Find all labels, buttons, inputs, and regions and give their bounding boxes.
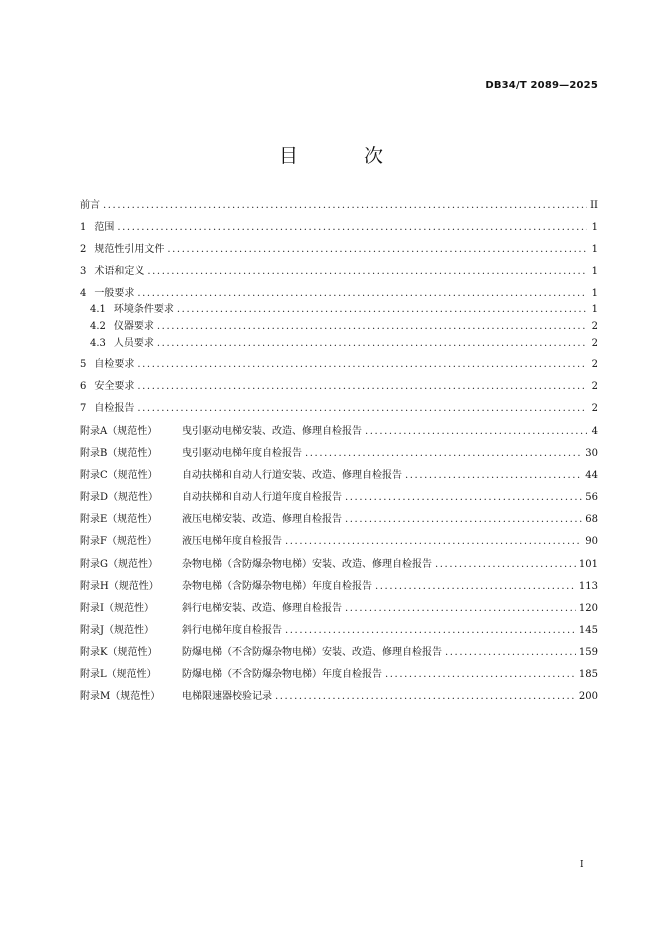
toc-entry-appendix: 附录H（规范性）	[80, 581, 159, 592]
dot-leader	[345, 514, 582, 526]
toc-entry-label	[80, 288, 134, 300]
toc-entry-label	[80, 625, 282, 637]
toc-entry-label	[80, 603, 342, 615]
toc-entry-title: 人员要求	[113, 338, 154, 349]
toc-entry-title: 安全要求	[94, 381, 135, 392]
toc-entry-page: 56	[585, 492, 598, 503]
toc-entry-appendix: 附录I（规范性）	[80, 603, 154, 614]
toc-entry-page: 68	[585, 514, 598, 525]
toc-entry-page: 1	[591, 288, 598, 299]
toc-entry[interactable]	[80, 200, 598, 212]
dot-leader	[385, 669, 576, 681]
toc-entry[interactable]	[80, 266, 598, 278]
toc-entry-label	[80, 559, 432, 571]
dot-leader	[445, 647, 576, 659]
dot-leader	[137, 288, 587, 300]
toc-entry-appendix: 附录G（规范性）	[80, 559, 158, 570]
table-of-contents	[80, 200, 598, 703]
toc-entry-label	[80, 492, 342, 504]
dot-leader	[157, 321, 587, 333]
toc-entry-label	[80, 200, 100, 212]
toc-entry-label	[80, 514, 342, 526]
toc-entry-title: 仪器要求	[113, 321, 154, 332]
dot-leader	[147, 266, 587, 278]
toc-entry-title: 自检报告	[94, 403, 135, 414]
toc-entry[interactable]	[80, 426, 598, 438]
toc-entry[interactable]	[80, 691, 598, 703]
toc-entry[interactable]	[80, 338, 598, 350]
toc-entry-number: 4.2	[90, 321, 106, 332]
toc-entry-number: 4.1	[90, 304, 106, 315]
toc-entry-label	[80, 244, 164, 256]
toc-entry-title: 曳引驱动电梯年度自检报告	[182, 448, 302, 459]
toc-entry-title: 术语和定义	[94, 266, 145, 277]
toc-entry-page: 113	[578, 581, 598, 592]
toc-title: 目 次	[278, 145, 414, 167]
toc-entry[interactable]	[80, 669, 598, 681]
toc-entry-title: 范围	[94, 222, 115, 233]
dot-leader	[405, 470, 582, 482]
toc-entry-appendix: 附录L（规范性）	[80, 669, 157, 680]
toc-entry-title: 杂物电梯（含防爆杂物电梯）安装、改造、修理自检报告	[182, 559, 432, 570]
toc-entry-title: 规范性引用文件	[94, 244, 165, 255]
dot-leader	[305, 448, 582, 460]
toc-entry-appendix: 附录M（规范性）	[80, 691, 161, 702]
toc-entry[interactable]	[80, 559, 598, 571]
dot-leader	[285, 536, 582, 548]
dot-leader	[345, 603, 576, 615]
toc-entry-title: 防爆电梯（不含防爆杂物电梯）年度自检报告	[182, 669, 382, 680]
toc-entry-number: 1	[80, 222, 87, 233]
toc-entry-appendix: 附录E（规范性）	[80, 514, 158, 525]
toc-entry[interactable]	[80, 381, 598, 393]
toc-entry-page: 2	[591, 321, 598, 332]
toc-entry-number: 4	[80, 288, 87, 299]
toc-entry-title: 自检要求	[94, 359, 135, 370]
toc-entry-label	[80, 669, 382, 681]
toc-entry-label	[80, 647, 442, 659]
toc-entry-page: 185	[578, 669, 598, 680]
toc-entry-page: 1	[591, 244, 598, 255]
toc-entry[interactable]	[80, 581, 598, 593]
toc-entry-page: II	[590, 200, 598, 211]
toc-entry-page: 159	[578, 647, 598, 658]
toc-entry-label	[80, 470, 402, 482]
toc-entry-appendix: 附录F（规范性）	[80, 536, 157, 547]
dot-leader	[435, 559, 576, 571]
dot-leader	[137, 403, 587, 415]
toc-entry-page: 200	[578, 691, 598, 702]
toc-entry-number: 4.3	[90, 338, 106, 349]
toc-entry-title: 自动扶梯和自动人行道安装、改造、修理自检报告	[182, 470, 402, 481]
toc-entry-page: 2	[591, 403, 598, 414]
toc-entry[interactable]	[80, 536, 598, 548]
toc-entry-title: 前言	[80, 200, 100, 211]
toc-entry-page: 2	[591, 338, 598, 349]
toc-entry-page: 1	[591, 222, 598, 233]
toc-entry-page: 1	[591, 266, 598, 277]
toc-entry[interactable]	[80, 403, 598, 415]
dot-leader	[275, 691, 576, 703]
toc-entry-page: 30	[585, 448, 598, 459]
dot-leader	[157, 338, 587, 350]
dot-leader	[177, 304, 587, 316]
toc-entry-appendix: 附录A（规范性）	[80, 426, 158, 437]
toc-entry-title: 环境条件要求	[113, 304, 174, 315]
toc-entry-label	[90, 321, 154, 333]
dot-leader	[137, 359, 587, 371]
toc-entry-page: 101	[578, 559, 598, 570]
toc-entry-number: 6	[80, 381, 87, 392]
toc-entry-title: 液压电梯安装、改造、修理自检报告	[182, 514, 342, 525]
toc-entry-page: 2	[591, 381, 598, 392]
toc-entry-page: 120	[578, 603, 598, 614]
toc-entry-number: 2	[80, 244, 87, 255]
toc-entry-label	[90, 304, 174, 316]
toc-entry[interactable]	[80, 244, 598, 256]
toc-entry-title: 曳引驱动电梯安装、改造、修理自检报告	[182, 426, 362, 437]
toc-entry-label	[80, 691, 272, 703]
toc-entry-title: 一般要求	[94, 288, 135, 299]
dot-leader	[137, 381, 587, 393]
toc-entry-number: 5	[80, 359, 87, 370]
toc-entry[interactable]	[80, 288, 598, 300]
toc-entry[interactable]	[80, 514, 598, 526]
toc-entry-label	[80, 266, 144, 278]
toc-entry[interactable]	[80, 359, 598, 371]
dot-leader	[103, 200, 587, 212]
toc-entry-title: 杂物电梯（含防爆杂物电梯）年度自检报告	[182, 581, 372, 592]
toc-entry-label	[80, 222, 114, 234]
toc-entry-page: 145	[578, 625, 598, 636]
toc-entry-label	[80, 359, 134, 371]
toc-entry-title: 电梯限速器校验记录	[182, 691, 272, 702]
toc-entry-page: 2	[591, 359, 598, 370]
toc-entry-page: 44	[585, 470, 598, 481]
toc-entry[interactable]	[80, 492, 598, 504]
dot-leader	[285, 625, 576, 637]
toc-entry-title: 自动扶梯和自动人行道年度自检报告	[182, 492, 342, 503]
toc-entry[interactable]	[80, 321, 598, 333]
toc-entry[interactable]	[80, 647, 598, 659]
toc-entry-label	[80, 426, 362, 438]
toc-entry-title: 液压电梯年度自检报告	[182, 536, 282, 547]
toc-entry-label	[80, 448, 302, 460]
toc-entry-label	[80, 536, 282, 548]
dot-leader	[117, 222, 587, 234]
document-code: DB34/T 2089—2025	[485, 80, 598, 91]
toc-entry-appendix: 附录C（规范性）	[80, 470, 158, 481]
dot-leader	[365, 426, 587, 438]
toc-entry-label	[90, 338, 154, 350]
toc-entry[interactable]	[80, 222, 598, 234]
toc-entry-title: 斜行电梯年度自检报告	[182, 625, 282, 636]
toc-entry[interactable]	[80, 625, 598, 637]
toc-entry-number: 7	[80, 403, 87, 414]
toc-entry-page: 90	[585, 536, 598, 547]
toc-entry-appendix: 附录J（规范性）	[80, 625, 155, 636]
page-number: I	[580, 860, 584, 870]
toc-entry[interactable]	[80, 304, 598, 316]
toc-entry[interactable]	[80, 603, 598, 615]
toc-entry-title: 防爆电梯（不含防爆杂物电梯）安装、改造、修理自检报告	[182, 647, 442, 658]
toc-entry-appendix: 附录B（规范性）	[80, 448, 158, 459]
toc-entry-appendix: 附录K（规范性）	[80, 647, 158, 658]
dot-leader	[345, 492, 582, 504]
toc-entry-label	[80, 403, 134, 415]
toc-entry-page: 1	[591, 304, 598, 315]
toc-entry-title: 斜行电梯安装、改造、修理自检报告	[182, 603, 342, 614]
toc-entry-label	[80, 581, 372, 593]
toc-entry-page: 4	[591, 426, 598, 437]
toc-entry-number: 3	[80, 266, 87, 277]
toc-entry[interactable]	[80, 470, 598, 482]
toc-entry-appendix: 附录D（规范性）	[80, 492, 159, 503]
dot-leader	[375, 581, 576, 593]
toc-entry-label	[80, 381, 134, 393]
toc-entry[interactable]	[80, 448, 598, 460]
dot-leader	[167, 244, 587, 256]
